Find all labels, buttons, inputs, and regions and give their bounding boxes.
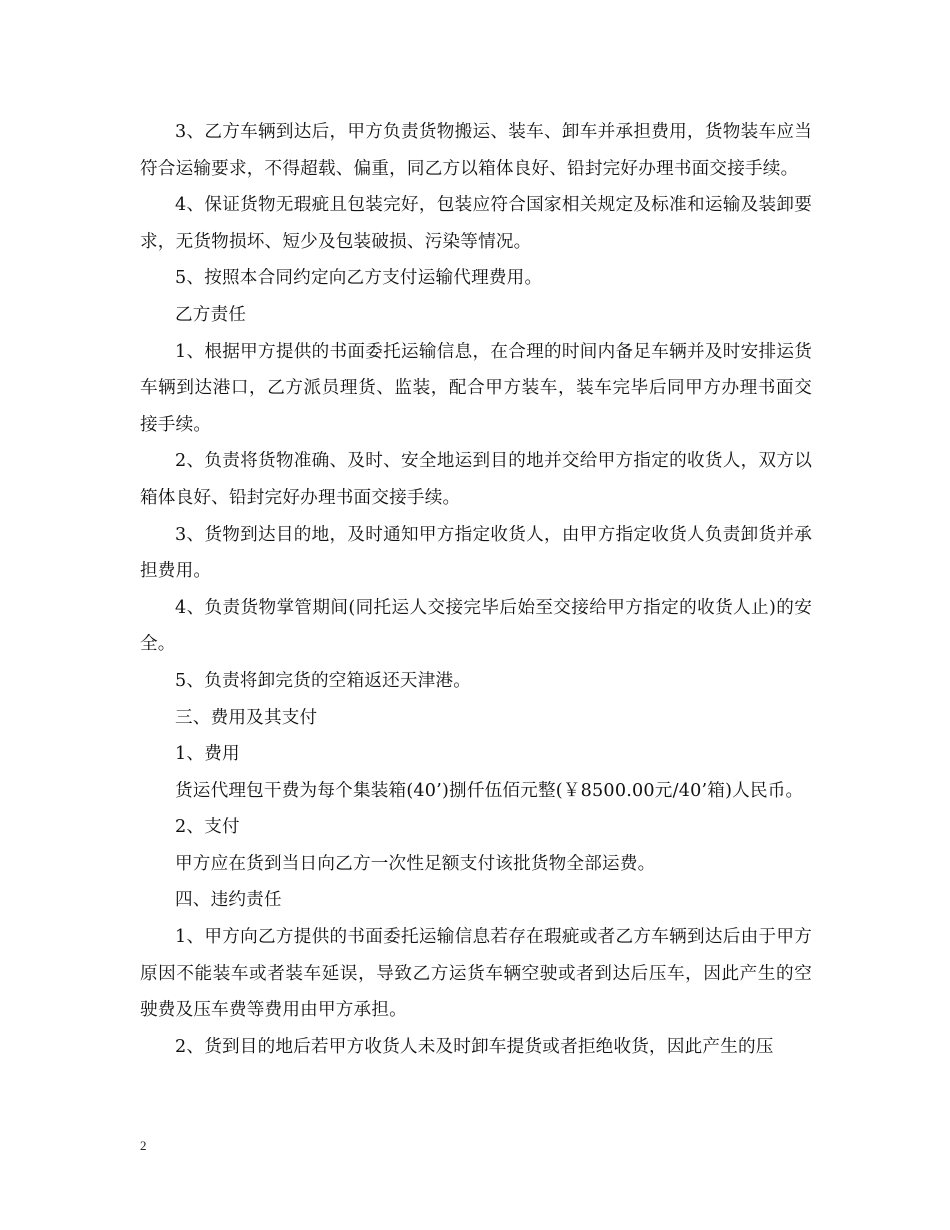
subheading-payment: 2、支付: [175, 817, 240, 838]
paragraph-party-a-duty-4: 4、保证货物无瑕疵且包装完好，包装应符合国家相关规定及标准和运输及装卸要求，无货物损坏、短少及包装破损、污染等情况。: [140, 195, 812, 252]
paragraph-party-a-duty-3: 3、乙方车辆到达后，甲方负责货物搬运、装车、卸车并承担费用，货物装车应当符合运输要求，不得超载、偏重，同乙方以箱体良好、铅封完好办理书面交接手续。: [140, 122, 812, 179]
paragraph-payment-terms: 甲方应在货到当日向乙方一次性足额支付该批货物全部运费。: [175, 853, 656, 874]
paragraph-breach-1: 1、甲方向乙方提供的书面委托运输信息若存在瑕疵或者乙方车辆到达后由于甲方原因不能装车或者装车延误，导致乙方运货车辆空驶或者到达后压车，因此产生的空驶费及压车费等费用由甲方承担。: [140, 927, 812, 1021]
page-number: 2: [140, 1138, 147, 1153]
paragraph-breach-2: 2、货到目的地后若甲方收货人未及时卸车提货或者拒绝收货，因此产生的压: [175, 1036, 774, 1057]
paragraph-party-b-duty-4: 4、负责货物掌管期间(同托运人交接完毕后始至交接给甲方指定的收货人止)的安全。: [140, 597, 812, 655]
section-heading-breach-liability: 四、违约责任: [175, 890, 282, 911]
paragraph-party-b-duty-3: 3、货物到达目的地，及时通知甲方指定收货人，由甲方指定收货人负责卸货并承担费用。: [140, 524, 812, 582]
paragraph-party-b-duty-1: 1、根据甲方提供的书面委托运输信息，在合理的时间内备足车辆并及时安排运货车辆到达港口，乙方派员理货、监装，配合甲方装车，装车完毕后同甲方办理书面交接手续。: [140, 341, 812, 435]
section-heading-fees-and-payment: 三、费用及其支付: [175, 707, 318, 728]
section-heading-party-b-duties: 乙方责任: [175, 304, 247, 325]
document-body: [140, 114, 812, 1065]
paragraph-party-a-duty-5: 5、按照本合同约定向乙方支付运输代理费用。: [175, 268, 543, 289]
subheading-fees: 1、费用: [175, 744, 240, 765]
paragraph-party-b-duty-5: 5、负责将卸完货的空箱返还天津港。: [175, 670, 472, 691]
paragraph-party-b-duty-2: 2、负责将货物准确、及时、安全地运到目的地并交给甲方指定的收货人，双方以箱体良好、铅封完好办理书面交接手续。: [140, 451, 812, 508]
paragraph-fee-amount: 货运代理包干费为每个集装箱(40’)捌仟伍佰元整(￥8500.00元/40’箱)人民币。: [175, 780, 804, 801]
